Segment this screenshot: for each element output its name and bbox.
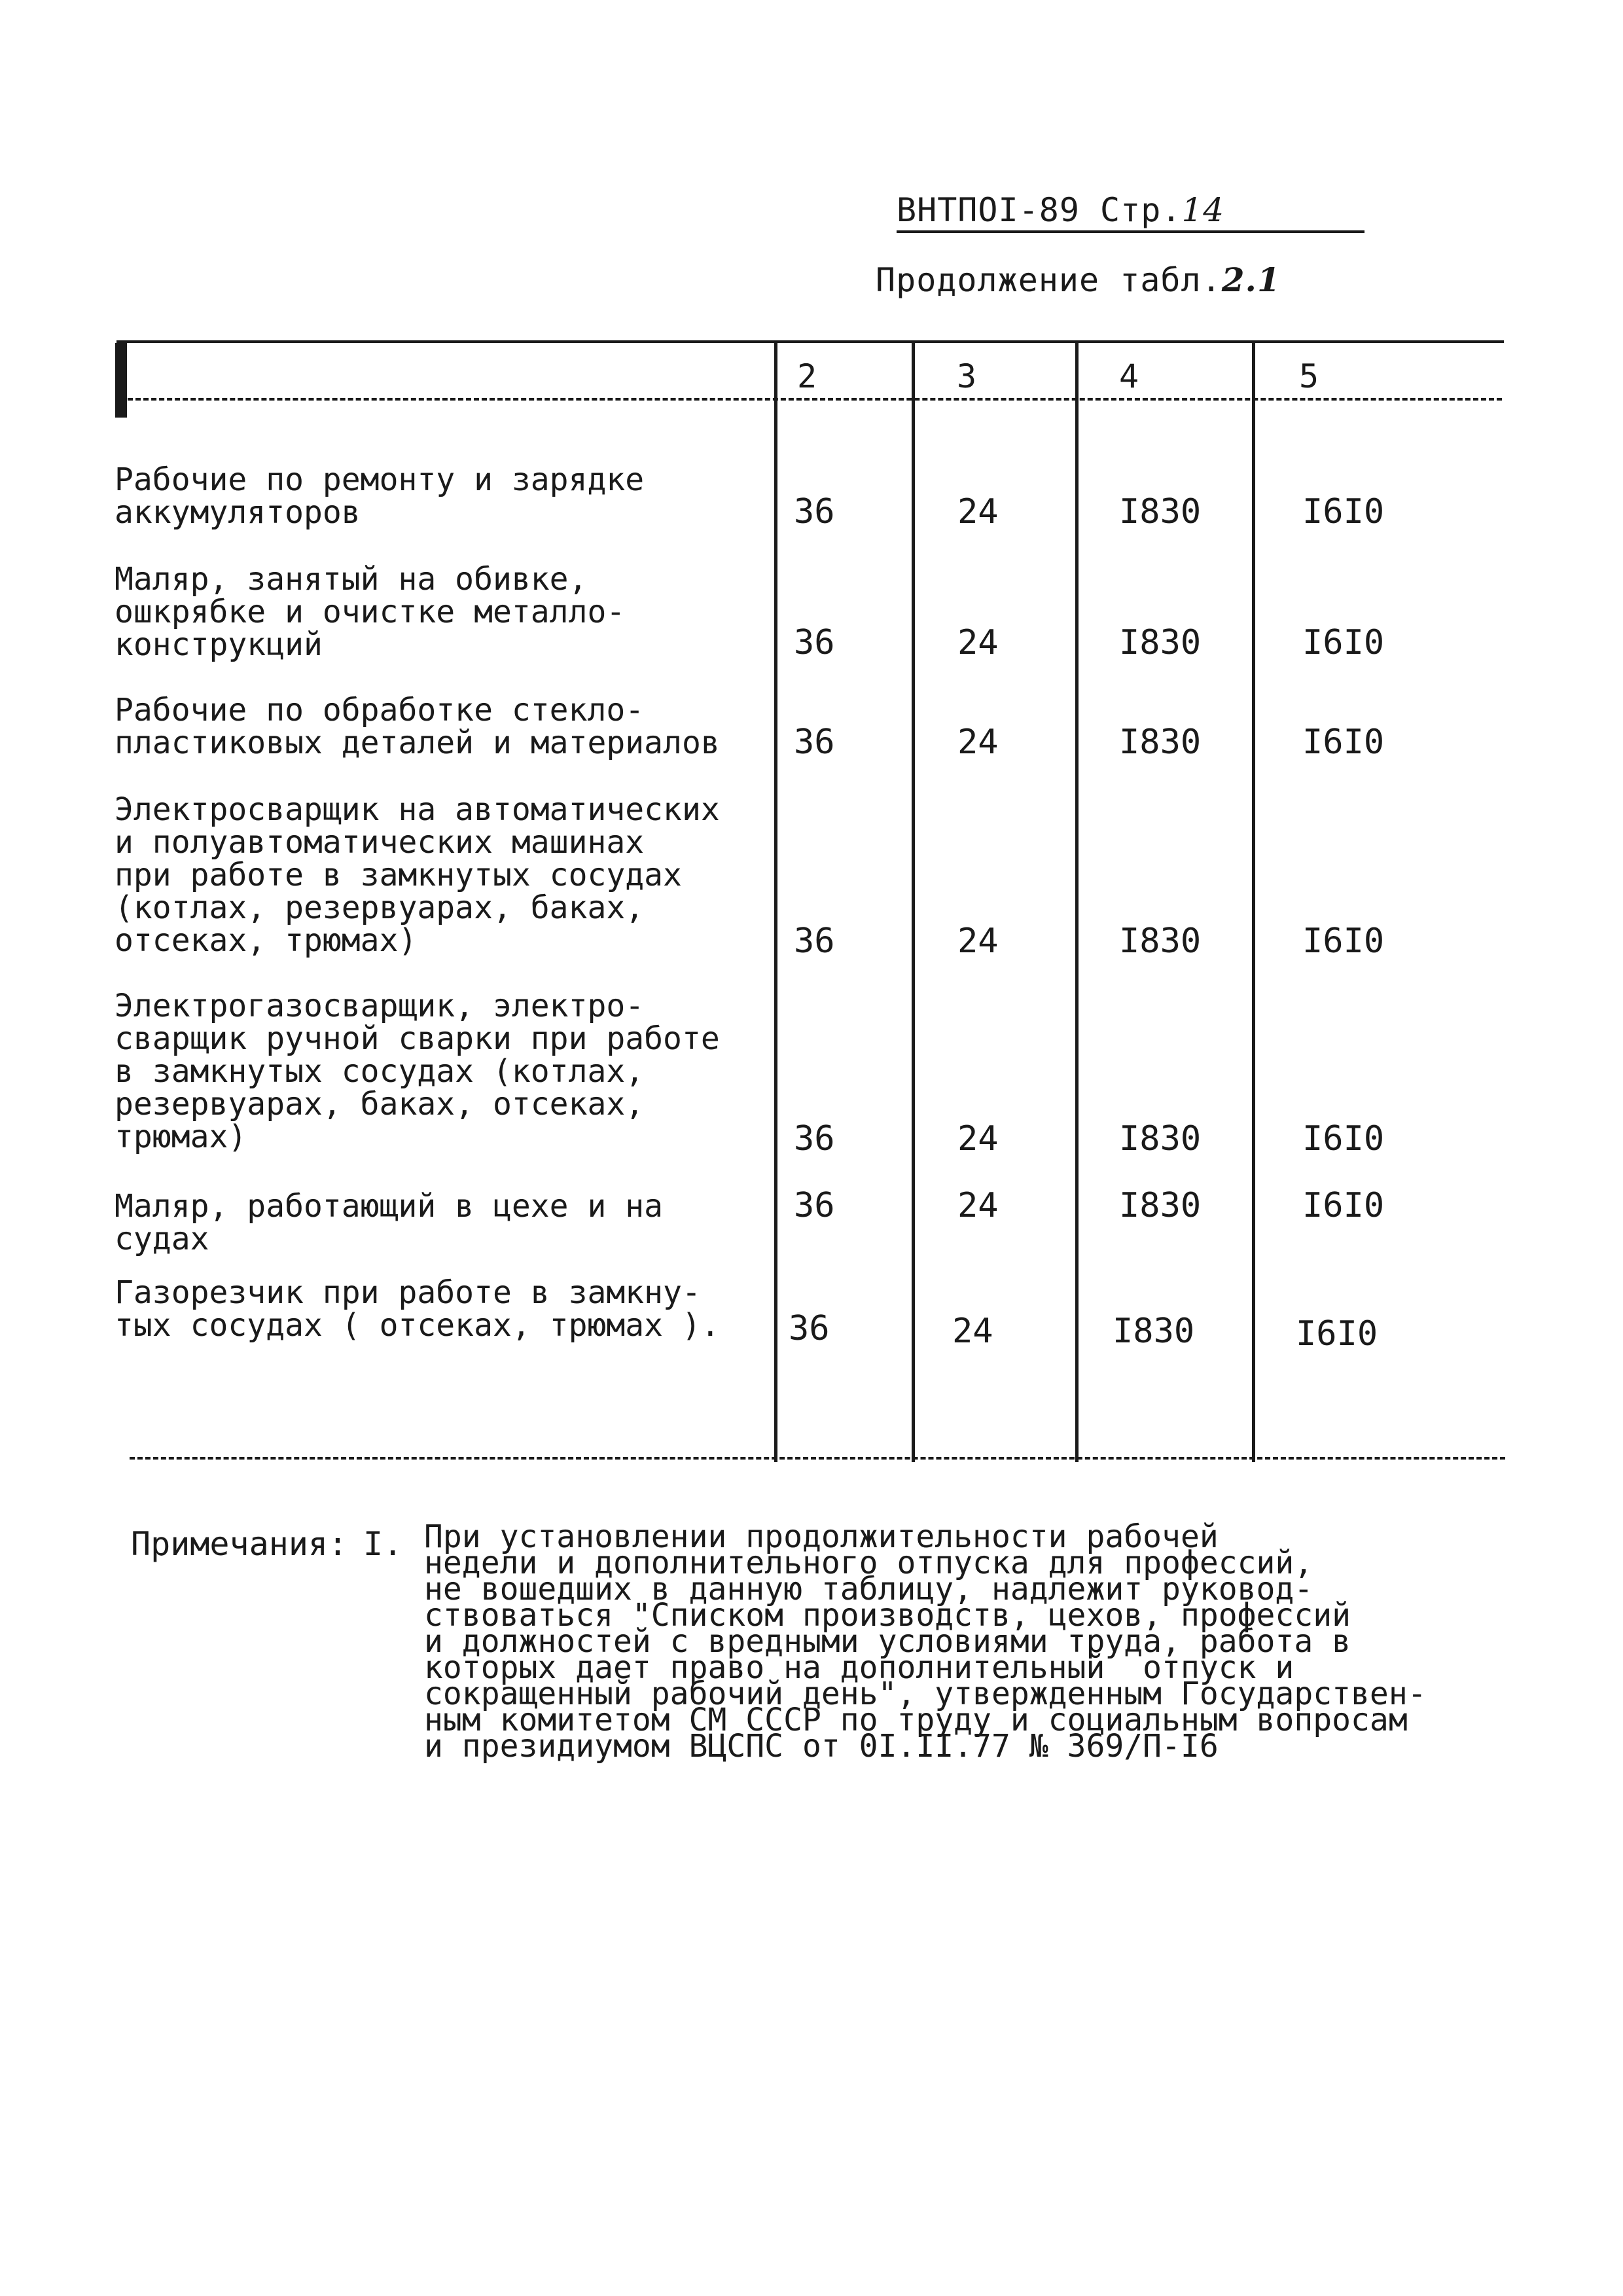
row-2-col-2: 36 [794, 623, 835, 662]
row-3-col-5: I6I0 [1302, 723, 1385, 762]
column-divider-2 [912, 343, 915, 1462]
column-number-3: 3 [957, 357, 977, 395]
notes-heading: Примечания: [131, 1525, 348, 1563]
column-divider-4 [1252, 343, 1255, 1462]
row-7-col-2: 36 [789, 1309, 830, 1348]
table-bottom-border [130, 1457, 1505, 1460]
row-6-col-2: 36 [794, 1186, 835, 1225]
header-separator [128, 398, 1502, 401]
row-6-col-4: I830 [1119, 1186, 1202, 1225]
row-7-profession: Газорезчик при работе в замкну- тых сосудах ( отсеках, трюмах ). [115, 1274, 720, 1344]
row-5-col-5: I6I0 [1302, 1119, 1385, 1158]
column-number-5: 5 [1299, 357, 1319, 395]
row-6-col-5: I6I0 [1302, 1186, 1385, 1225]
note-text: При установлении продолжительности рабочей недели и дополнительного отпуска для профессий, не вошедших в данную таблицу, надлежит руковод- ствоваться "Списком производств, цехов, профессий и должностей с вредными условиями труда, работа в которых дает право на дополнительный отпуск и сокращенный рабочий день", утвержденным Государствен- ным комитетом СМ СССР по труду и социальным вопросам и президиумом ВЦСПС от 0I.II.77 № 369/П-I6 [424, 1518, 1427, 1765]
row-4-col-3: 24 [957, 922, 999, 961]
row-2-col-3: 24 [957, 623, 999, 662]
row-1-col-5: I6I0 [1302, 492, 1385, 531]
continuation-text: Продолжение табл. [876, 261, 1222, 299]
table-continuation-caption [876, 260, 1281, 299]
row-1-profession: Рабочие по ремонту и зарядке аккумуляторов [115, 461, 645, 531]
row-4-col-4: I830 [1119, 922, 1202, 961]
row-4-profession: Электросварщик на автоматических и полуавтоматических машинах при работе в замкнутых сосудах (котлах, резервуарах, баках, отсеках, трюмах) [115, 791, 720, 959]
row-5-col-2: 36 [794, 1119, 835, 1158]
row-1-col-4: I830 [1119, 492, 1202, 531]
page-number: 14 [1181, 191, 1225, 229]
row-2-col-4: I830 [1119, 623, 1202, 662]
column-divider-1 [774, 343, 777, 1462]
row-6-col-3: 24 [957, 1186, 999, 1225]
row-7-col-4: I830 [1113, 1312, 1195, 1351]
table-top-border [116, 340, 1504, 343]
row-7-col-3: 24 [952, 1312, 993, 1351]
row-1-col-3: 24 [957, 492, 999, 531]
row-1-col-2: 36 [794, 492, 835, 531]
header-underline [897, 230, 1364, 233]
document-code-text: ВНТПОI-89 Стр. [897, 191, 1182, 229]
column-number-4: 4 [1119, 357, 1139, 395]
row-3-col-2: 36 [794, 723, 835, 762]
row-3-profession: Рабочие по обработке стекло- пластиковых деталей и материалов [115, 692, 720, 761]
table-number: 2.1 [1221, 260, 1281, 299]
column-divider-3 [1075, 343, 1079, 1462]
row-4-col-2: 36 [794, 922, 835, 961]
row-6-profession: Маляр, работающий в цехе и на судах [115, 1188, 664, 1257]
row-4-col-5: I6I0 [1302, 922, 1385, 961]
row-5-col-4: I830 [1119, 1119, 1202, 1158]
row-5-col-3: 24 [957, 1119, 999, 1158]
column-number-2: 2 [797, 357, 817, 395]
row-2-col-5: I6I0 [1302, 623, 1385, 662]
row-3-col-4: I830 [1119, 723, 1202, 762]
row-3-col-3: 24 [957, 723, 999, 762]
document-code [897, 191, 1224, 229]
row-5-profession: Электрогазосварщик, электро- сварщик ручной сварки при работе в замкнутых сосудах (котлах, резервуарах, баках, отсеках, трюмах) [115, 988, 720, 1155]
table-left-mark [115, 343, 127, 418]
note-number: I. [363, 1525, 403, 1563]
row-2-profession: Маляр, занятый на обивке, ошкрябке и очистке металло- конструкций [115, 561, 626, 663]
row-7-col-5: I6I0 [1296, 1314, 1378, 1354]
